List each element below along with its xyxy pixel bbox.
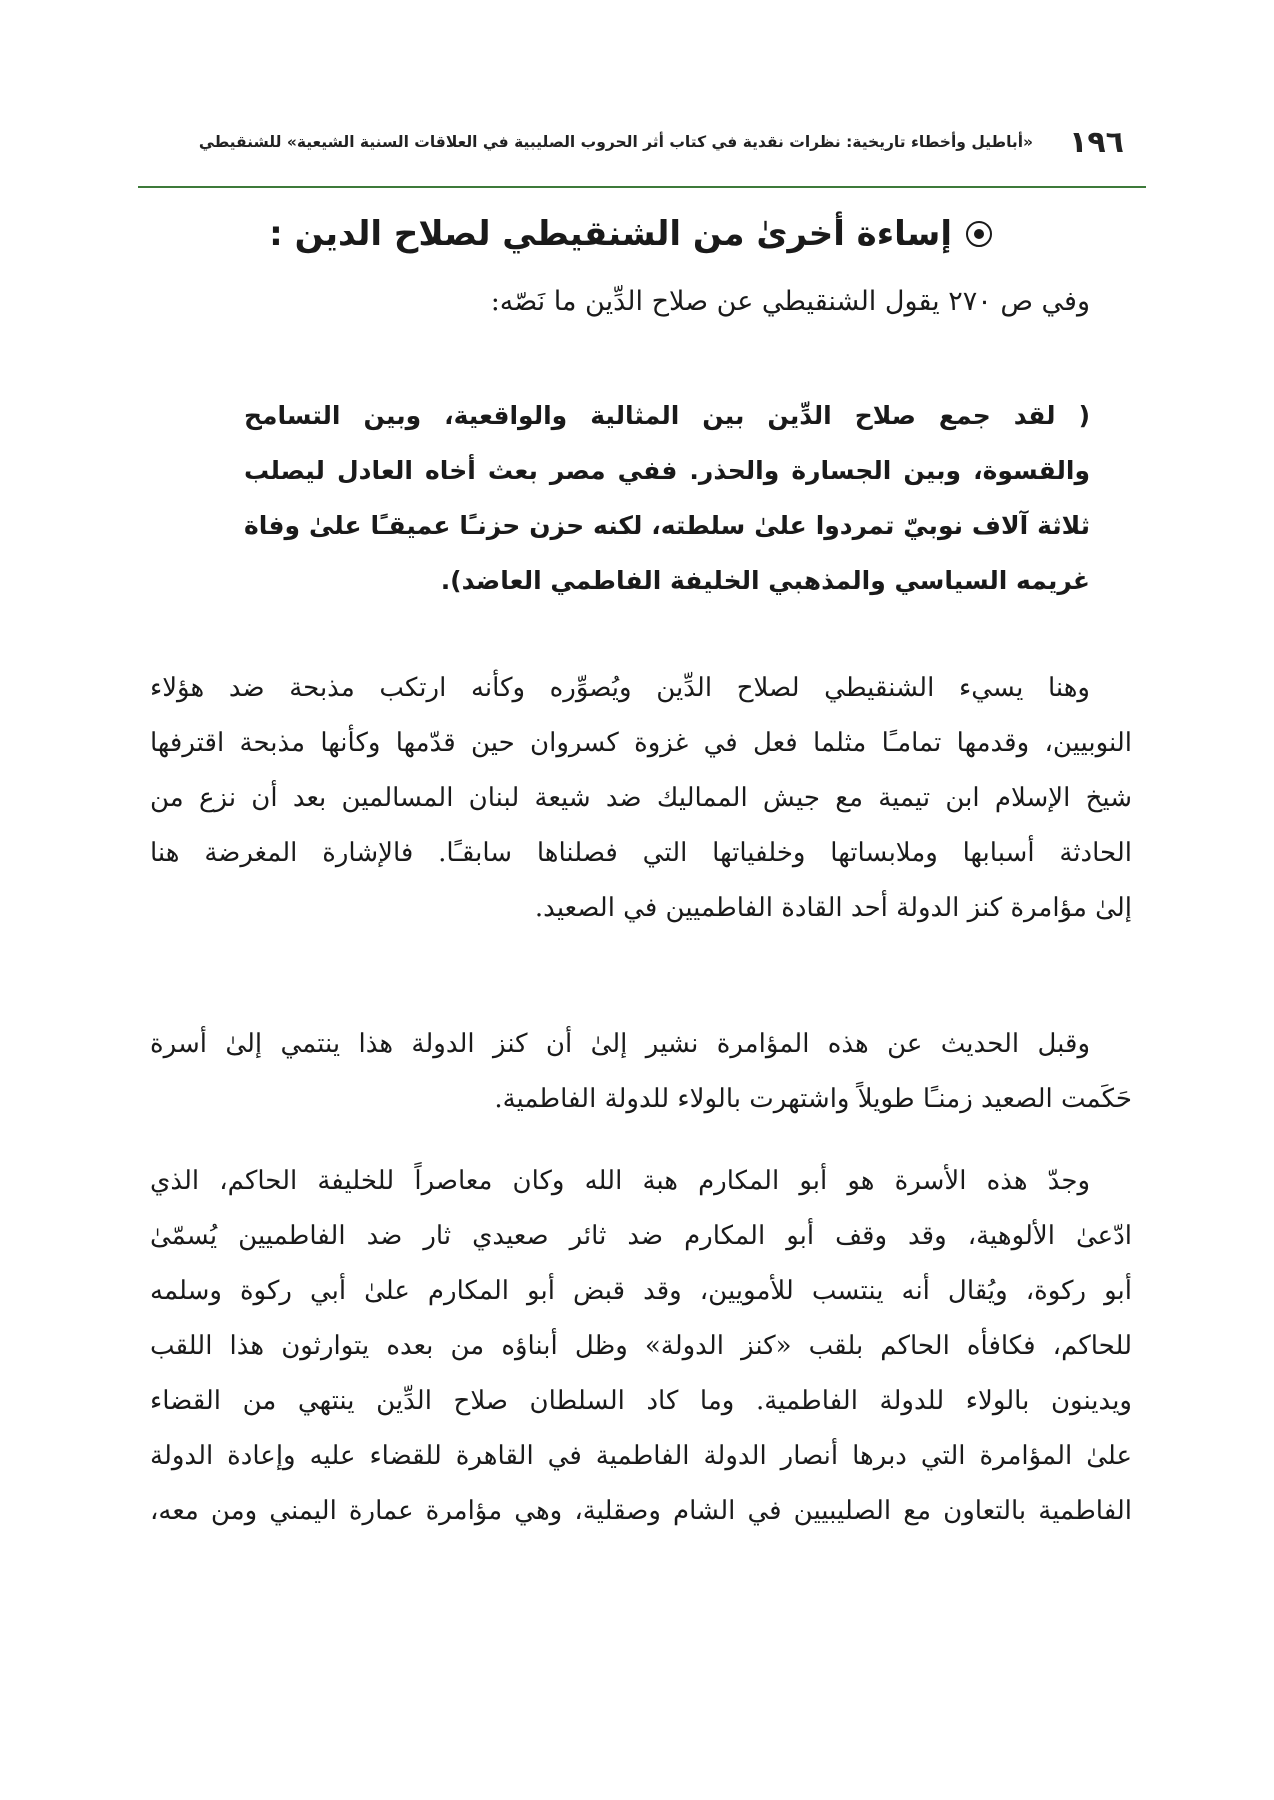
quote-line: والقسوة، وبين الجسارة والحذر. ففي مصر بعث أخاه العادل ليصلب (244, 456, 1090, 485)
paragraph-line: أبو ركوة، ويُقال أنه ينتسب للأمويين، وقد قبض أبو المكارم علىٰ أبي ركوة وسلمه (150, 1276, 1132, 1306)
section-heading-text: إساءة أخرىٰ من الشنقيطي لصلاح الدين : (269, 214, 952, 254)
quote-line: غريمه السياسي والمذهبي الخليفة الفاطمي العاضد). (440, 566, 1090, 595)
paragraph-line: علىٰ المؤامرة التي دبرها أنصار الدولة الفاطمية في القاهرة للقضاء عليه وإعادة الدولة (150, 1441, 1132, 1471)
paragraph-line: شيخ الإسلام ابن تيمية مع جيش المماليك ضد شيعة لبنان المسالمين بعد أن نزع من (150, 783, 1132, 813)
circled-dot-icon (966, 221, 992, 247)
quoted-passage (244, 388, 1090, 608)
quote-line: ثلاثة آلاف نوبيّ تمردوا علىٰ سلطته، لكنه حزن حزنـًا عميقـًا علىٰ وفاة (244, 511, 1090, 540)
paragraph-1 (150, 661, 1132, 936)
intro-line: وفي ص ٢٧٠ يقول الشنقيطي عن صلاح الدِّين ما نَصّه: (490, 286, 1090, 317)
paragraph-line: وقبل الحديث عن هذه المؤامرة نشير إلىٰ أن كنز الدولة هذا ينتمي إلىٰ أسرة (150, 1029, 1090, 1059)
section-heading (269, 214, 992, 254)
paragraph-line: وجدّ هذه الأسرة هو أبو المكارم هبة الله وكان معاصراً للخليفة الحاكم، الذي (150, 1166, 1090, 1196)
paragraph-line: ادّعىٰ الألوهية، وقد وقف أبو المكارم ضد ثائر صعيدي ثار ضد الفاطميين يُسمّىٰ (150, 1221, 1132, 1251)
paragraph-line: وهنا يسيء الشنقيطي لصلاح الدِّين ويُصوِّره وكأنه ارتكب مذبحة ضد هؤلاء (150, 673, 1090, 703)
page-number: ١٩٦ (1069, 124, 1124, 160)
paragraph-line: الفاطمية بالتعاون مع الصليبيين في الشام وصقلية، وهي مؤامرة عمارة اليمني ومن معه، (150, 1496, 1132, 1526)
paragraph-2 (150, 1017, 1132, 1127)
paragraph-line: حَكَمت الصعيد زمنـًا طويلاً واشتهرت بالولاء للدولة الفاطمية. (494, 1084, 1132, 1114)
quote-line: ( لقد جمع صلاح الدِّين بين المثالية والواقعية، وبين التسامح (244, 401, 1090, 430)
paragraph-line: الحادثة أسبابها وملابساتها وخلفياتها التي فصلناها سابقـًا. فالإشارة المغرضة هنا (150, 838, 1132, 868)
running-title: «أباطيل وأخطاء تاريخية: نظرات نقدية في كتاب أثر الحروب الصليبية في العلاقات السنية الشيعية» للشنقيطي (198, 133, 1034, 151)
paragraph-line: ويدينون بالولاء للدولة الفاطمية. وما كاد السلطان صلاح الدِّين ينتهي من القضاء (150, 1386, 1132, 1416)
running-header (150, 122, 1132, 162)
header-rule (138, 186, 1146, 188)
paragraph-line: النوبيين، وقدمها تمامـًا مثلما فعل في غزوة كسروان حين قدّمها وكأنها مذبحة اقترفها (150, 728, 1132, 758)
paragraph-3 (150, 1154, 1132, 1539)
paragraph-line: للحاكم، فكافأه الحاكم بلقب «كنز الدولة» وظل أبناؤه من بعده يتوارثون هذا اللقب (150, 1331, 1132, 1361)
paragraph-line: إلىٰ مؤامرة كنز الدولة أحد القادة الفاطميين في الصعيد. (534, 893, 1132, 923)
